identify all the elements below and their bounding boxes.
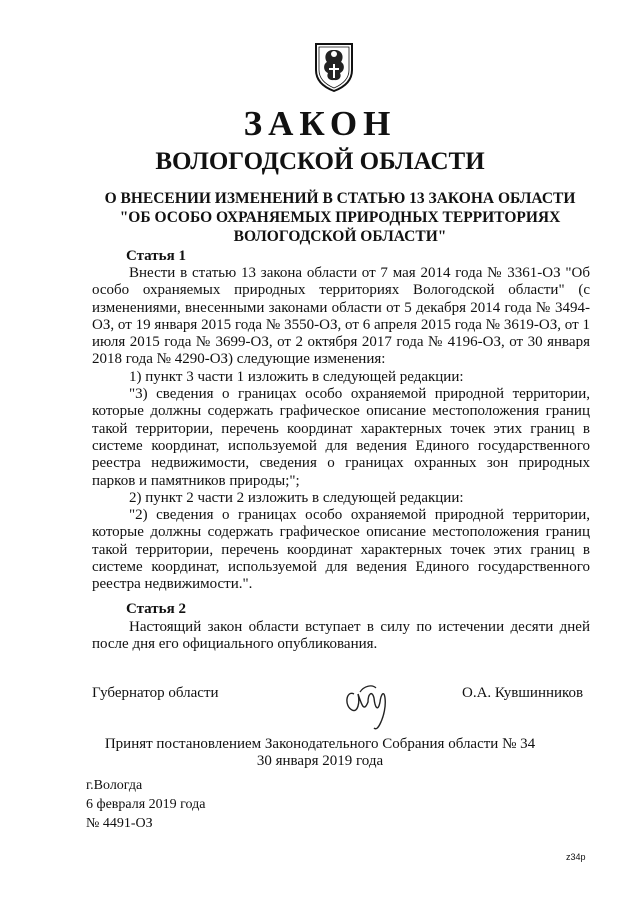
document-code: z34p: [566, 852, 586, 862]
region-title: ВОЛОГОДСКОЙ ОБЛАСТИ: [155, 148, 485, 175]
law-subtitle: [92, 189, 588, 246]
article-1-paragraph: Внести в статью 13 закона области от 7 мая 2014 года № 3361-ОЗ "Об особо охраняемых природных территориях Вологодской области" (с изменениями, внесенными законами области от 5 декабря 2014 года № 3494-ОЗ, от 19 января 2015 года № 3550-ОЗ, от 6 апреля 2015 года № 3619-ОЗ, от 1 июля 2015 года № 3699-ОЗ, от 2 октября 2017 года № 4196-ОЗ, от 30 января 2018 года № 4290-ОЗ) следующие изменения:: [92, 265, 590, 368]
subtitle-line: "ОБ ОСОБО ОХРАНЯЕМЫХ ПРИРОДНЫХ ТЕРРИТОРИЯХ: [119, 209, 561, 226]
subtitle-line: ВОЛОГОДСКОЙ ОБЛАСТИ": [233, 228, 447, 245]
adoption-note: [0, 736, 640, 770]
coat-of-arms-icon: [312, 40, 356, 92]
adoption-date: 30 января 2019 года: [256, 753, 384, 769]
article-1-paragraph: "2) сведения о границах особо охраняемой природной территории, которые должны содержать графическое описание местоположения границ такой территории, перечень координат характерных точек этих границ в системе координат, используемой для ведения Единого государственного реестра недвижимости.".: [92, 507, 590, 593]
article-1-paragraph: 2) пункт 2 части 2 изложить в следующей редакции:: [129, 489, 464, 506]
law-number: № 4491-ОЗ: [86, 816, 153, 831]
subtitle-line: О ВНЕСЕНИИ ИЗМЕНЕНИЙ В СТАТЬЮ 13 ЗАКОНА ОБЛАСТИ: [104, 190, 576, 207]
article-2-heading: Статья 2: [126, 601, 186, 617]
signature-icon: [340, 672, 400, 732]
document-title: ЗАКОН: [243, 104, 397, 143]
article-2-paragraph: Настоящий закон области вступает в силу по истечении десяти дней после дня его официального опубликования.: [92, 619, 590, 653]
signing-date: 6 февраля 2019 года: [86, 797, 206, 812]
signatory-position: Губернатор области: [92, 685, 219, 701]
article-1-body: [92, 265, 590, 594]
article-1-paragraph: "3) сведения о границах особо охраняемой природной территории, которые должны содержать графическое описание местоположения границ такой территории, перечень координат характерных точек этих границ в системе координат, используемой для ведения Единого государственного реестра недвижимости, сведения о границах охранных зон природных парков и памятников природы;";: [92, 386, 590, 489]
city: г.Вологда: [86, 778, 143, 793]
article-2-body: [92, 619, 590, 654]
article-1-heading: Статья 1: [126, 248, 186, 264]
signatory-name: О.А. Кувшинников: [462, 685, 584, 701]
adoption-line: Принят постановлением Законодательного Собрания области № 34: [104, 736, 536, 752]
article-1-paragraph: 1) пункт 3 части 1 изложить в следующей редакции:: [129, 368, 464, 385]
